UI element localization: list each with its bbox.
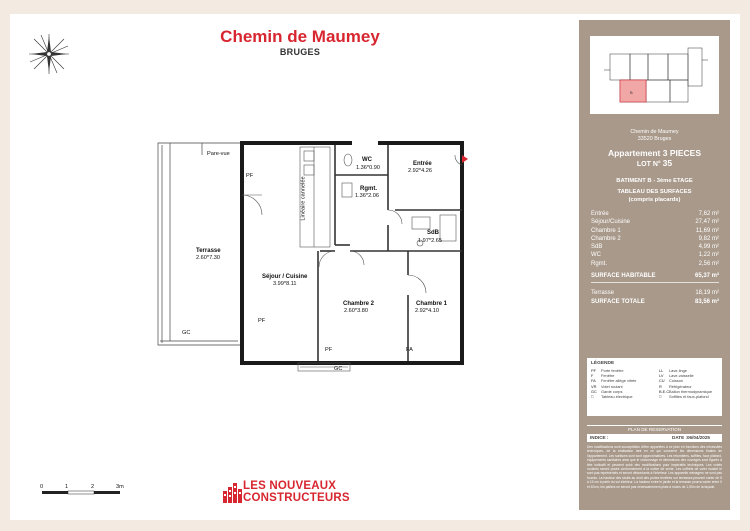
address-line-1: Chemin de Maumey xyxy=(630,129,679,135)
label-pf-sejour: PF xyxy=(258,318,266,324)
terrasse-value: 18,19 m² xyxy=(695,290,719,297)
habitable-label: SURFACE HABITABLE xyxy=(591,273,656,280)
plan-date: DATE :06/04/2025 xyxy=(672,435,710,440)
brand-logo xyxy=(223,478,393,510)
terrasse-row xyxy=(591,289,719,297)
room-terrasse-dims: 2.60*7.30 xyxy=(196,255,220,261)
legend-value: Tableau électrique xyxy=(601,394,633,400)
label-pf-terrace: PF xyxy=(246,173,254,179)
legend-item xyxy=(659,394,712,399)
surface-name: WC xyxy=(591,252,601,259)
lot-number: 35 xyxy=(662,158,673,168)
label-pare-vue: Pare-vue xyxy=(207,151,230,157)
surface-value: 9,82 m² xyxy=(698,235,719,242)
apartment-type: Appartement 3 PIECES xyxy=(607,148,702,158)
lot-line xyxy=(579,158,730,170)
project-title: Chemin de Maumey xyxy=(220,27,380,46)
surface-value: 4,99 m² xyxy=(698,244,719,251)
legend-value: Porte fenêtre xyxy=(601,368,624,373)
label-gc-terrace: GC xyxy=(182,330,191,336)
legend-title: LÉGENDE xyxy=(591,361,615,366)
legend-key: LV xyxy=(659,373,664,379)
surface-name: SdB xyxy=(591,244,603,251)
scale-label-1: 1 xyxy=(65,484,69,490)
building-floor: BATIMENT B - 3ème ETAGE xyxy=(616,178,693,184)
legend-key: R xyxy=(659,383,662,389)
legend-key: VR xyxy=(591,383,597,389)
surface-value: 7,62 m² xyxy=(698,211,719,217)
soffit-icon: □ xyxy=(659,394,662,400)
room-chambre2-name: Chambre 2 xyxy=(343,301,375,307)
disclaimer-notes: Des modifications sont susceptibles d'être apportées à ce plan en fonctions des nécessités techniques, de la réalisation tant en ce qui concerne les dimensions finales de l'appartement. Les surfaces sont sont approximatives. Les retombées, soffites, faux plafond, équipements sanitaires ainsi que le cloisonnage et dimensions des ouvrages sont figurés à titre indicatif et peuvent subir des modifications pour impératifs techniques. Les volets roulants seront posés conformément à la notice de vente. Les coffrets de volet roulant le sont pas représentés et seront débordants à l'intérieur. Les appareils ménagers ne sont pas fournis. La hauteur des seuils au droit des portes fenêtres sur terrasses peuvent varier de 5 à 15 cm à partir du sol intérieur. La hauteur entre le jardin et la terrasse pourra varier entre 0 et 40cm, les paliers ne seront pas nécessairement plats à moins de 1,50m de la façade. xyxy=(587,445,722,489)
address-line-2: 33520 Bruges xyxy=(637,136,672,142)
surface-name: Rgmt. xyxy=(591,260,608,267)
surface-row xyxy=(591,218,719,226)
room-wc-name: WC xyxy=(362,157,372,163)
building-logo-icon xyxy=(223,481,243,503)
legend-column-left xyxy=(591,368,636,399)
legend-value: Volet roulant xyxy=(601,383,623,389)
surface-value: 11,69 m² xyxy=(695,227,719,234)
room-chambre1-dims: 2.92*4.10 xyxy=(415,308,439,314)
scale-bar xyxy=(40,484,130,504)
address xyxy=(579,129,730,143)
surface-name: Chambre 2 xyxy=(591,235,621,242)
room-terrasse-name: Terrasse xyxy=(196,248,221,254)
surface-row xyxy=(591,251,719,259)
surfaces-subtitle: (compris placards) xyxy=(628,197,681,203)
divider xyxy=(591,282,719,283)
legend-value: Cuisson xyxy=(669,378,684,384)
label-fa-ch1: FA xyxy=(406,347,413,353)
legend-key: F xyxy=(591,373,594,379)
surface-row xyxy=(591,227,719,235)
legend-value: Fenêtre allège vitrée xyxy=(601,378,637,384)
legend-value: Fenêtre xyxy=(601,373,615,379)
legend-value: Soffites et faux-plafond xyxy=(669,394,709,400)
label-linear: Linéaire cannelée xyxy=(300,176,307,221)
key-plan-drawing xyxy=(590,36,719,114)
plan-reservation: PLAN DE RESERVATION xyxy=(587,425,722,435)
apartment-block xyxy=(579,148,730,170)
legend-value: Lave-vaisselle xyxy=(669,373,694,379)
legend-value: Réfrigérateur xyxy=(669,383,692,389)
lot-label: LOT N° xyxy=(636,161,661,168)
legend-key: B.E.C. xyxy=(659,388,671,394)
legend-value: Ballon thermodynamique xyxy=(669,388,713,394)
legend xyxy=(587,358,722,416)
legend-key: CU xyxy=(659,378,665,384)
total-row xyxy=(591,298,719,306)
surface-name: Chambre 1 xyxy=(591,227,621,234)
building-key-plan xyxy=(590,36,719,114)
room-entree-name: Entrée xyxy=(413,161,432,167)
compass-icon xyxy=(28,33,70,75)
surface-value: 1,22 m² xyxy=(698,252,719,259)
scale-label-2: 2 xyxy=(91,484,95,490)
scale-label-0: 0 xyxy=(40,484,44,490)
svg-text:B: B xyxy=(630,90,633,95)
brand-line-1: LES NOUVEAUX xyxy=(243,480,337,492)
room-chambre1-name: Chambre 1 xyxy=(416,301,448,307)
total-value: 83,56 m² xyxy=(694,298,719,305)
indice-label: INDICE : xyxy=(590,435,609,440)
room-wc-dims: 1.36*0.90 xyxy=(356,165,380,171)
brand-line-2: CONSTRUCTEURS xyxy=(243,492,350,504)
habitable-row xyxy=(591,272,719,280)
indice-bar xyxy=(587,434,722,442)
surface-row xyxy=(591,260,719,268)
scale-label-3: 3m xyxy=(116,484,124,490)
room-entree-dims: 2.92*4.26 xyxy=(408,168,432,174)
room-sdb-name: SdB xyxy=(427,230,439,236)
room-chambre2-dims: 2.60*3.80 xyxy=(344,308,368,314)
floor-plan xyxy=(150,135,480,375)
surface-name: Entrée xyxy=(591,211,609,217)
info-panel xyxy=(579,20,730,510)
surface-row xyxy=(591,243,719,251)
building-block xyxy=(579,177,730,204)
legend-value: Garde corps xyxy=(601,388,623,394)
terrasse-label: Terrasse xyxy=(591,290,615,297)
surface-value: 27,47 m² xyxy=(695,219,719,226)
surface-value: 2,56 m² xyxy=(698,260,719,267)
surface-name: Séjour/Cuisine xyxy=(591,219,631,226)
project-city: BRUGES xyxy=(279,47,321,57)
total-label: SURFACE TOTALE xyxy=(591,298,645,305)
surface-row xyxy=(591,210,719,218)
habitable-value: 65,37 m² xyxy=(694,273,719,280)
brand-name xyxy=(243,480,350,504)
surfaces-title: TABLEAU DES SURFACES xyxy=(617,189,692,195)
label-pf-ch2: PF xyxy=(325,347,333,353)
room-sdb-dims: 1.97*2.65 xyxy=(418,238,442,244)
legend-key: FA xyxy=(591,378,596,384)
legend-key: LL xyxy=(659,368,664,373)
surface-row xyxy=(591,235,719,243)
electric-panel-icon: □ xyxy=(591,394,594,400)
legend-key: GC xyxy=(591,388,597,394)
label-gc-window: GC xyxy=(334,366,343,372)
legend-key: PF xyxy=(591,368,596,373)
room-rgmt-dims: 1.36*2.06 xyxy=(355,193,379,199)
legend-item xyxy=(591,394,636,399)
room-rgmt-name: Rgmt. xyxy=(360,186,377,192)
legend-value: Lave-linge xyxy=(669,368,687,373)
room-sejour-name: Séjour / Cuisine xyxy=(262,274,308,280)
legend-column-right xyxy=(659,368,712,399)
room-sejour-dims: 3.99*8.11 xyxy=(273,281,297,287)
surfaces-table xyxy=(591,210,719,306)
